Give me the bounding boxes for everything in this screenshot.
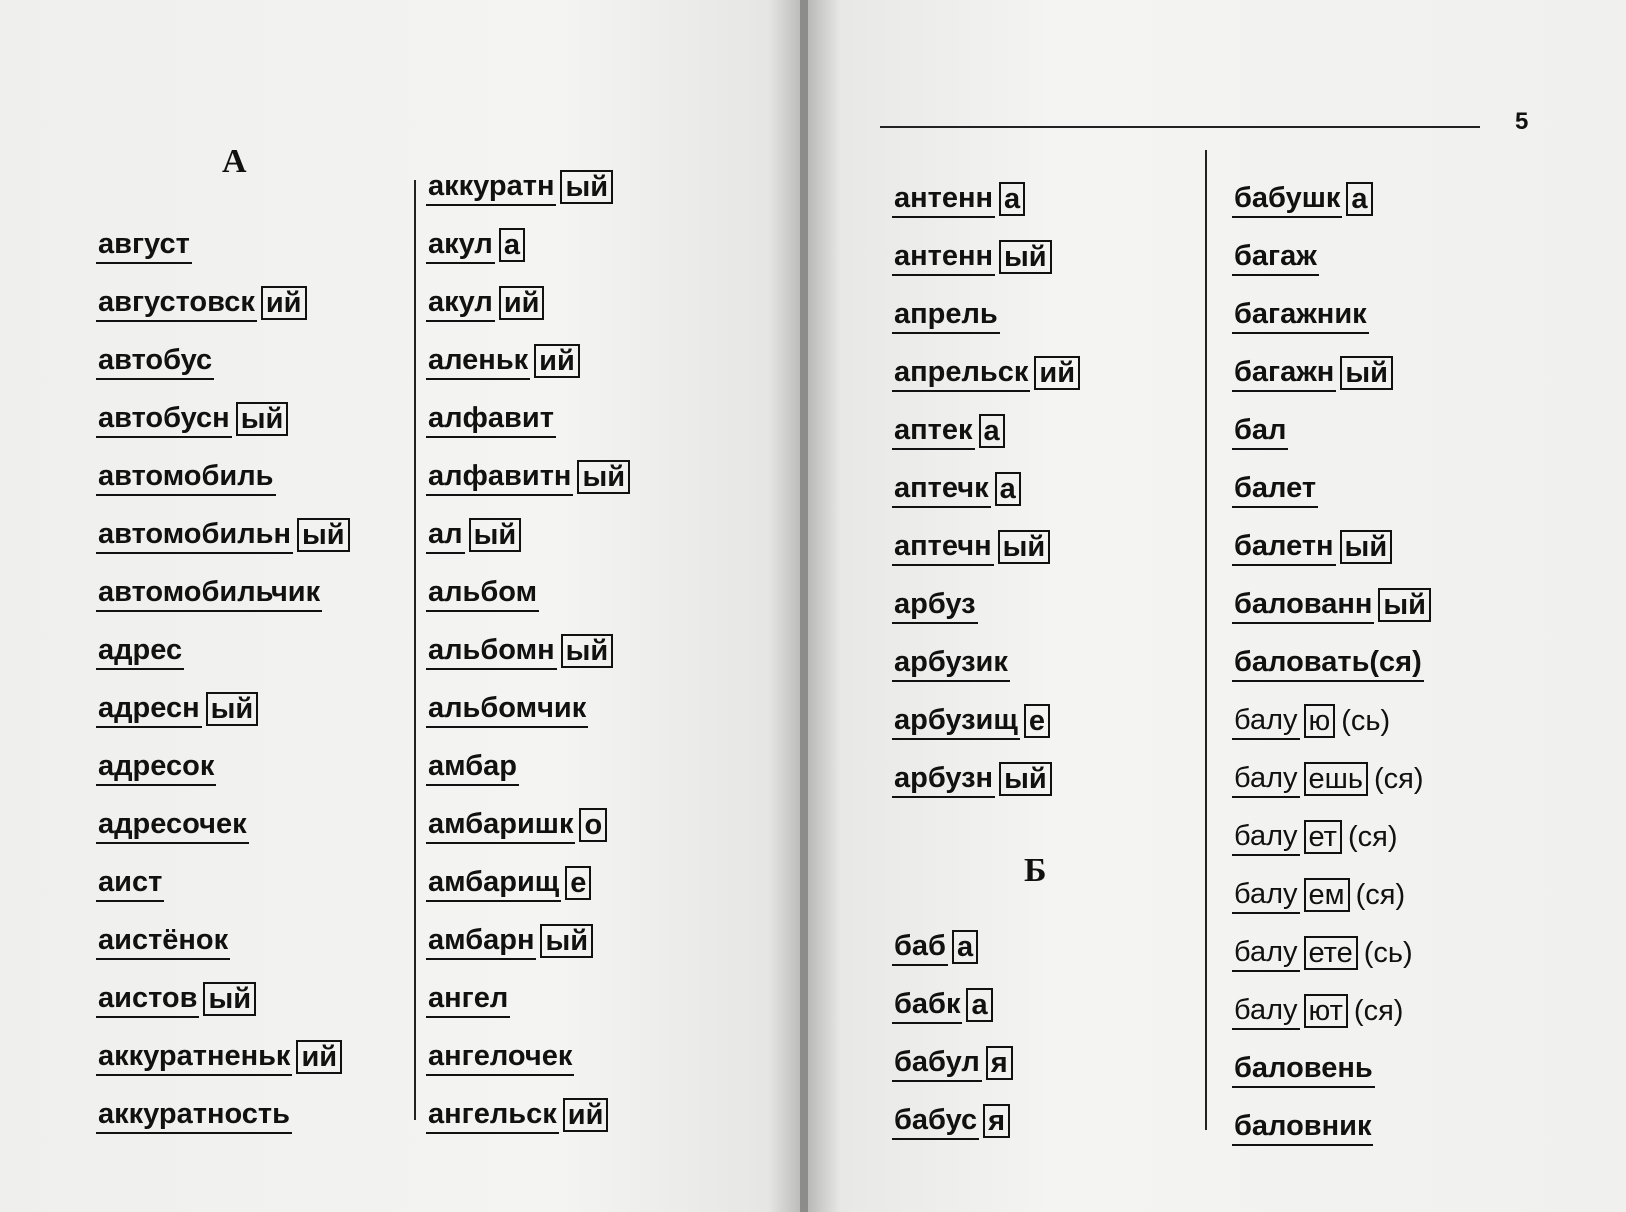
word-stem: арбуз (892, 587, 978, 624)
dictionary-entry (426, 390, 630, 448)
word-stem: августовск (96, 285, 257, 322)
word-stem: апрельск (892, 355, 1030, 392)
word-stem: балованн (1232, 587, 1374, 624)
word-ending: ют (1304, 994, 1348, 1028)
dictionary-entry (892, 918, 1013, 976)
word-stem: аптечн (892, 529, 994, 566)
word-ending: о (579, 808, 607, 842)
word-stem: ангелочек (426, 1039, 574, 1076)
word-ending: ый (998, 530, 1051, 564)
word-postfix: (сь) (1363, 936, 1413, 969)
word-ending: ю (1304, 704, 1336, 738)
word-stem: ангел (426, 981, 510, 1018)
word-stem: автобусн (96, 401, 232, 438)
word-ending: ий (499, 286, 545, 320)
dictionary-entry (892, 634, 1080, 692)
word-ending: я (986, 1046, 1013, 1080)
word-stem: альбом (426, 575, 539, 612)
word-ending: я (983, 1104, 1010, 1138)
word-ending: е (565, 866, 591, 900)
word-list-left-col2 (426, 158, 630, 1144)
word-stem: апрель (892, 297, 1000, 334)
word-ending: ый (1340, 356, 1393, 390)
word-stem: автомобиль (96, 459, 276, 496)
section-letter-a: А (222, 143, 247, 180)
word-stem: аистёнок (96, 923, 230, 960)
word-stem: акул (426, 285, 495, 322)
word-stem: арбузищ (892, 703, 1020, 740)
dictionary-entry (96, 274, 350, 332)
column-divider-left (414, 180, 416, 1120)
page-number: 5 (1515, 108, 1529, 135)
word-stem: алфавитн (426, 459, 573, 496)
word-stem: багаж (1232, 239, 1319, 276)
word-list-right-col1 (892, 170, 1080, 808)
word-ending: ый (577, 460, 630, 494)
word-stem: баб (892, 929, 948, 966)
dictionary-entry (892, 1034, 1013, 1092)
word-stem: аккуратность (96, 1097, 292, 1134)
word-stem: амбарищ (426, 865, 561, 902)
word-ending: а (952, 930, 978, 964)
word-stem: балу (1232, 993, 1300, 1030)
dictionary-entry (892, 170, 1080, 228)
dictionary-entry (96, 912, 350, 970)
word-stem: арбузик (892, 645, 1010, 682)
word-stem: балу (1232, 935, 1300, 972)
word-stem: баловень (1232, 1051, 1375, 1088)
word-stem: аист (96, 865, 164, 902)
word-ending: ый (540, 924, 593, 958)
word-stem: балет (1232, 471, 1318, 508)
word-stem: аптек (892, 413, 975, 450)
dictionary-entry (426, 970, 630, 1028)
word-stem: бал (1232, 413, 1288, 450)
dictionary-entry (426, 796, 630, 854)
word-stem: балетн (1232, 529, 1336, 566)
word-stem: амбаришк (426, 807, 575, 844)
word-ending: ый (203, 982, 256, 1016)
word-stem: адресочек (96, 807, 249, 844)
word-stem: арбузн (892, 761, 995, 798)
dictionary-entry (96, 448, 350, 506)
word-stem: аптечк (892, 471, 991, 508)
word-stem: багажн (1232, 355, 1336, 392)
dictionary-entry (1232, 1040, 1431, 1098)
word-list-right-col1b (892, 918, 1013, 1150)
word-stem: ангельск (426, 1097, 559, 1134)
dictionary-entry (1232, 286, 1431, 344)
dictionary-entry (96, 390, 350, 448)
dictionary-entry (1232, 808, 1431, 866)
word-stem: адресок (96, 749, 216, 786)
dictionary-entry (96, 680, 350, 738)
word-ending: ый (999, 762, 1052, 796)
dictionary-entry (96, 970, 350, 1028)
word-stem: амбарн (426, 923, 536, 960)
word-ending: ем (1304, 878, 1350, 912)
word-ending: ый (560, 170, 613, 204)
header-rule (880, 126, 1480, 128)
dictionary-entry (426, 332, 630, 390)
dictionary-entry (892, 976, 1013, 1034)
dictionary-entry (1232, 460, 1431, 518)
word-ending: а (966, 988, 992, 1022)
dictionary-entry (96, 1086, 350, 1144)
word-stem: аккуратненьк (96, 1039, 292, 1076)
word-ending: ый (1378, 588, 1431, 622)
dictionary-entry (426, 854, 630, 912)
dictionary-entry (1232, 924, 1431, 982)
word-list-left-col1 (96, 216, 350, 1144)
dictionary-entry (892, 750, 1080, 808)
word-stem: автобус (96, 343, 214, 380)
word-ending: а (1346, 182, 1372, 216)
dictionary-entry (1232, 402, 1431, 460)
word-stem: адрес (96, 633, 184, 670)
word-stem: бабк (892, 987, 962, 1024)
book-spine (800, 0, 808, 1212)
word-stem: аленьк (426, 343, 530, 380)
word-stem: бабус (892, 1103, 979, 1140)
dictionary-entry (1232, 692, 1431, 750)
section-letter-b: Б (1024, 852, 1047, 889)
word-stem: ал (426, 517, 465, 554)
word-stem: бабушк (1232, 181, 1342, 218)
word-ending: ий (261, 286, 307, 320)
word-ending: ый (206, 692, 259, 726)
word-stem: альбомчик (426, 691, 588, 728)
word-ending: ый (561, 634, 614, 668)
word-ending: ете (1304, 936, 1358, 970)
word-postfix: (ся) (1374, 762, 1424, 795)
dictionary-entry (1232, 518, 1431, 576)
word-ending: ый (236, 402, 289, 436)
dictionary-entry (1232, 576, 1431, 634)
word-stem: балу (1232, 703, 1300, 740)
word-stem: багажник (1232, 297, 1369, 334)
word-list-right-col2 (1232, 170, 1431, 1156)
word-stem: балу (1232, 819, 1300, 856)
column-divider-right (1205, 150, 1207, 1130)
dictionary-entry (96, 1028, 350, 1086)
dictionary-entry (892, 402, 1080, 460)
dictionary-entry (1232, 170, 1431, 228)
word-stem: балу (1232, 761, 1300, 798)
word-stem: альбомн (426, 633, 557, 670)
dictionary-entry (96, 332, 350, 390)
dictionary-entry (96, 216, 350, 274)
word-stem: антенн (892, 239, 995, 276)
word-stem: акул (426, 227, 495, 264)
dictionary-entry (892, 518, 1080, 576)
word-ending: а (979, 414, 1005, 448)
dictionary-entry (892, 692, 1080, 750)
word-ending: е (1024, 704, 1050, 738)
word-stem: аккуратн (426, 169, 556, 206)
dictionary-entry (892, 1092, 1013, 1150)
dictionary-entry (892, 228, 1080, 286)
dictionary-entry (1232, 634, 1431, 692)
dictionary-entry (1232, 1098, 1431, 1156)
word-ending: ый (999, 240, 1052, 274)
word-ending: ий (1034, 356, 1080, 390)
word-postfix: (ся) (1353, 994, 1404, 1027)
dictionary-entry (426, 680, 630, 738)
dictionary-entry (1232, 750, 1431, 808)
dictionary-entry (426, 622, 630, 680)
word-ending: ый (297, 518, 350, 552)
word-stem: автомобильн (96, 517, 293, 554)
dictionary-entry (426, 506, 630, 564)
word-stem: баловать(ся) (1232, 645, 1424, 682)
word-stem: балу (1232, 877, 1300, 914)
dictionary-entry (426, 216, 630, 274)
dictionary-entry (1232, 228, 1431, 286)
word-ending: ый (469, 518, 522, 552)
word-ending: ешь (1304, 762, 1369, 796)
word-stem: адресн (96, 691, 202, 728)
word-ending: а (499, 228, 525, 262)
dictionary-entry (96, 796, 350, 854)
word-stem: аистов (96, 981, 199, 1018)
word-stem: антенн (892, 181, 995, 218)
dictionary-entry (892, 344, 1080, 402)
dictionary-entry (426, 738, 630, 796)
word-postfix: (ся) (1347, 820, 1398, 853)
word-stem: автомобильчик (96, 575, 322, 612)
word-stem: алфавит (426, 401, 556, 438)
dictionary-entry (426, 274, 630, 332)
dictionary-entry (96, 622, 350, 680)
word-ending: ый (1340, 530, 1393, 564)
dictionary-entry (426, 1086, 630, 1144)
word-ending: а (995, 472, 1021, 506)
dictionary-entry (96, 854, 350, 912)
dictionary-entry (426, 448, 630, 506)
dictionary-entry (892, 460, 1080, 518)
word-stem: бабул (892, 1045, 982, 1082)
word-stem: август (96, 227, 192, 264)
dictionary-entry (1232, 344, 1431, 402)
word-postfix: (ся) (1355, 878, 1406, 911)
dictionary-entry (892, 576, 1080, 634)
dictionary-entry (1232, 866, 1431, 924)
dictionary-entry (426, 1028, 630, 1086)
word-ending: ий (534, 344, 580, 378)
dictionary-entry (96, 738, 350, 796)
word-ending: а (999, 182, 1025, 216)
dictionary-entry (1232, 982, 1431, 1040)
dictionary-entry (426, 912, 630, 970)
word-ending: ет (1304, 820, 1342, 854)
word-postfix: (сь) (1341, 704, 1391, 737)
word-ending: ий (296, 1040, 342, 1074)
dictionary-entry (96, 564, 350, 622)
word-ending: ий (563, 1098, 609, 1132)
word-stem: баловник (1232, 1109, 1373, 1146)
dictionary-entry (96, 506, 350, 564)
dictionary-entry (426, 564, 630, 622)
dictionary-entry (426, 158, 630, 216)
word-stem: амбар (426, 749, 519, 786)
dictionary-entry (892, 286, 1080, 344)
